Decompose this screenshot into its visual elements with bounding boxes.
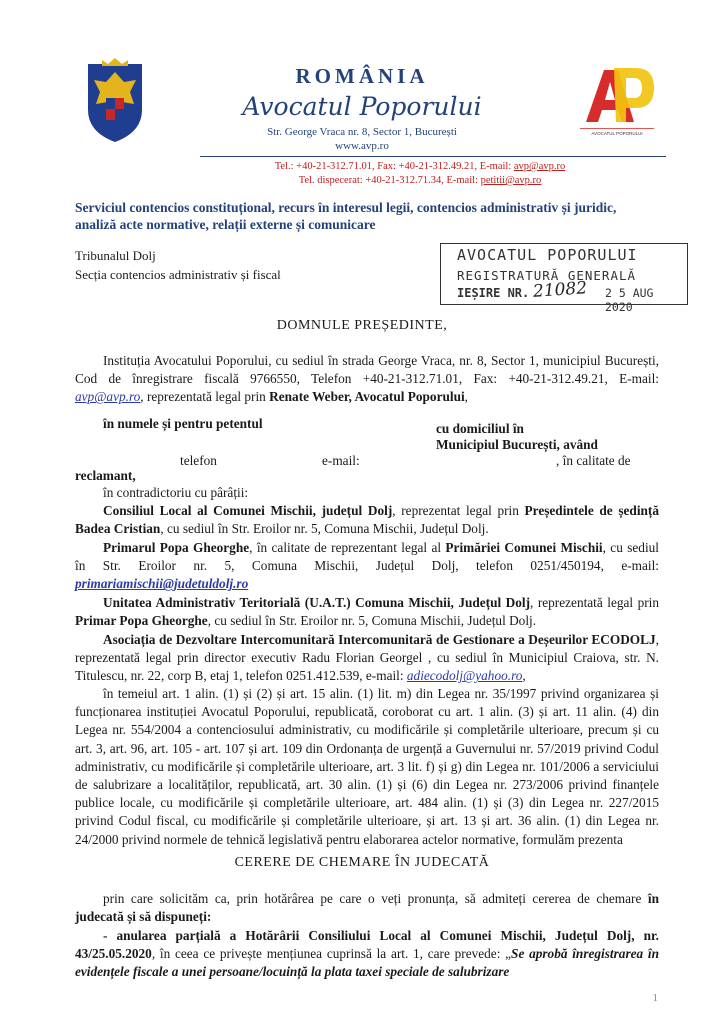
capacity-label: , în calitate de <box>556 453 631 468</box>
party-1: Consiliul Local al Comunei Mischii, județul Dolj, reprezentat legal prin Președintele de ședință Badea Cristian, cu sediul în Str. Eroilor nr. 5, Comuna Mischii, Județul Dolj. <box>75 503 659 537</box>
party-4: Asociația de Dezvoltare Intercomunitară Intercomunitară de Gestionare a Deșeurilor ECODOLJ, reprezentată legal prin director executiv Radu Florian Georgel , cu sediul în Municipiul Craiova, str. N. Titulescu, nr. 22, corp B, etaj 1, telefon 0251.412.539, e-mail: adiecodolj@yahoo.ro, <box>75 632 659 684</box>
request-item: - anularea parțială a Hotărârii Consiliului Local al Comunei Mischii, Județul Dolj, nr. 43/25.05.2020, în ceea ce privește mențiunea cuprinsă la art. 1, care prevede: „Se aprobă înregistrarea în evidențele fiscale a unei persoane/locuință la plata taxei speciale de salubrizare <box>75 928 659 980</box>
institution-address: Str. George Vraca nr. 8, Sector 1, București <box>267 126 457 138</box>
stamp-number: 21082 <box>532 278 588 302</box>
country-title: ROMÂNIA <box>295 64 429 88</box>
registration-stamp <box>440 243 688 314</box>
contradictory-label: în contradictoriu cu pârâții: <box>103 485 249 500</box>
stamp-line-1: AVOCATUL POPORULUI <box>457 246 638 264</box>
court-name: Tribunalul Dolj <box>75 248 156 263</box>
petent-label: în numele și pentru petentul <box>103 416 263 431</box>
stamp-date: 2 5 AUG 2020 <box>605 286 654 314</box>
court-section: Secția contencios administrativ și fiscal <box>75 267 281 282</box>
domicile-label: cu domiciliul în <box>436 421 524 436</box>
party-4-email-link[interactable]: adiecodolj@yahoo.ro <box>406 668 523 684</box>
party-3: Unitatea Administrativ Teritorială (U.A.T.) Comuna Mischii, Județul Dolj, reprezentată legal prin Primar Popa Gheorghe, cu sediul în Str. Eroilor nr. 5, Comuna Mischii, Județul Dolj. <box>75 595 659 629</box>
stamp-line-3: IEȘIRE NR. <box>457 286 530 300</box>
contact-line-2: Tel. dispecerat: +40-21-312.71.34, E-mail: petitii@avp.ro <box>298 175 542 186</box>
service-name: Serviciul contencios constituțional, recurs în interesul legii, contencios administrativ și juridic, analiză acte normative, relații externe și comunicare <box>75 200 617 232</box>
stamp-line-2: REGISTRATURĂ GENERALĂ <box>457 268 637 283</box>
contact-line-1: Tel.: +40-21-312.71.01, Fax: +40-21-312.49.21, E-mail: avp@avp.ro <box>274 161 566 172</box>
city-label: Municipiul București, având <box>436 437 598 452</box>
contact-email-link[interactable]: avp@avp.ro <box>513 161 566 172</box>
party-2-email-link[interactable]: primariamischii@judetuldolj.ro <box>75 576 249 592</box>
salutation: DOMNULE PREȘEDINTE, <box>276 318 448 333</box>
petitions-email-link[interactable]: petitii@avp.ro <box>480 175 542 186</box>
phone-label: telefon <box>180 453 217 468</box>
intro-paragraph: Instituția Avocatului Poporului, cu sediul în strada George Vraca, nr. 8, Sector 1, municipiul București, Cod de înregistrare fiscală 9766550, Telefon +40-21-312.71.01, Fax: +40-21-312.49.21, E-mail: avp@avp.ro, reprezentată legal prin Renate Weber, Avocatul Poporului, <box>75 353 659 405</box>
section-title: CERERE DE CHEMARE ÎN JUDECATĂ <box>234 855 490 870</box>
institution-name: Avocatul Poporului <box>242 92 482 121</box>
party-2: Primarul Popa Gheorghe, în calitate de reprezentant legal al Primăriei Comunei Mischii, cu sediul în Str. Eroilor nr. 5, Comuna Mischii, Județul Dolj, telefon 0251/450194, e-mail: primariamischii@judetuldolj.ro <box>75 540 659 592</box>
legal-basis: în temeiul art. 1 alin. (1) și (2) și art. 15 alin. (1) lit. m) din Legea nr. 35/1997 privind organizarea și funcționarea instituției Avocatul Poporului, republicată, coroborat cu art. 1 alin. (3) și art. 11 alin. (4) din Legea nr. 554/2004 a contenciosului administrativ, cu modificările și completările ulterioare, precum și cu art. 3, art. 96, art. 105 - art. 107 și art. 109 din Ordonanța de urgență a Guvernului nr. 57/2019 privind Codul administrativ, cu modificările și completările ulterioare, art. 3 lit. f) și g) din Legea nr. 101/2006 a serviciului de salubrizare a localităților, republicată, art. 30 alin. (1) și (6) din Legea nr. 273/2006 privind finanțele publice locale, cu modificările și completările ulterioare, art. 484 alin. (1) și (3) din Legea nr. 227/2015 privind Codul fiscal, cu modificările și completările ulterioare, și art. 13 și art. 36 alin. (1) din Legea nr. 24/2000 privind normele de tehnică legislativă pentru elaborarea actelor normative, formulăm prezenta <box>75 686 659 847</box>
page-number: 1 <box>652 992 658 1004</box>
ap-logo-caption: AVOCATUL POPORULUI <box>591 131 643 136</box>
email-label: e-mail: <box>322 453 360 468</box>
header-divider <box>200 156 666 157</box>
request-paragraph: prin care solicităm ca, prin hotărârea pe care o veți pronunța, să admiteți cererea de chemare în judecată și să dispuneți: <box>75 891 659 925</box>
institution-website[interactable]: www.avp.ro <box>335 140 389 152</box>
avp-email-link[interactable]: avp@avp.ro <box>75 389 141 405</box>
reclamant-label: reclamant, <box>75 468 136 483</box>
ap-logo-icon <box>578 62 656 138</box>
addressee <box>75 246 281 284</box>
